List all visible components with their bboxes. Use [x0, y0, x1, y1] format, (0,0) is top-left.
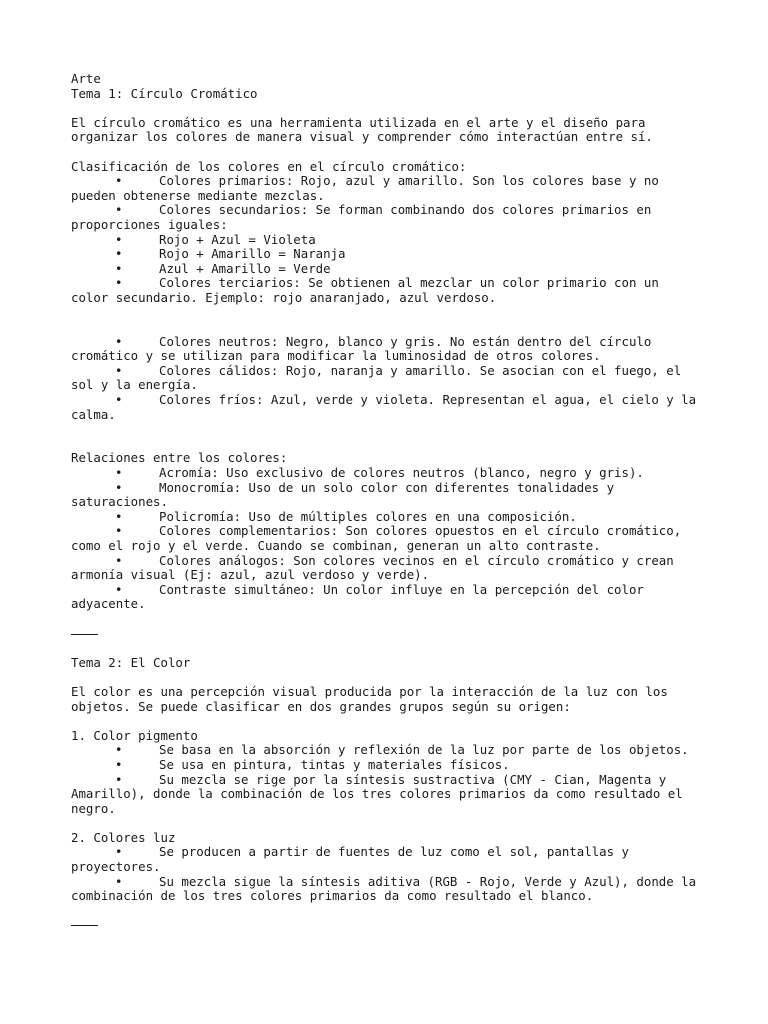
bullet-icon: •: [115, 581, 123, 597]
topic-1-title: Tema 1: Círculo Cromático: [71, 85, 258, 101]
document-page: [71, 72, 701, 933]
list-item: • Colores primarios: Rojo, azul y amarillo. Son los colores base y no pueden obtenerse mediante mezclas.: [71, 173, 659, 203]
list-item: • Su mezcla sigue la síntesis aditiva (RGB - Rojo, Verde y Azul), donde la combinación de los tres colores primarios da como resultado el blanco.: [71, 873, 697, 904]
bullet-icon: •: [115, 246, 123, 262]
classification-heading: Clasificación de los colores en el círculo cromático:: [71, 158, 467, 174]
list-item: • Se usa en pintura, tintas y materiales físicos.: [115, 756, 510, 772]
list-item: • Se basa en la absorción y reflexión de la luz por parte de los objetos.: [115, 742, 689, 758]
list-item: • Policromía: Uso de múltiples colores en una composición.: [115, 508, 577, 524]
section-divider: [71, 634, 98, 642]
bullet-icon: •: [115, 333, 123, 349]
topic-2-title: Tema 2: El Color: [71, 654, 191, 670]
list-item: • Rojo + Azul = Violeta: [115, 231, 316, 247]
list-item: • Su mezcla se rige por la síntesis sustractiva (CMY - Cian, Magenta y Amarillo), donde la combinación de los tres colores primarios da como resultado el negro.: [71, 771, 683, 816]
topic-1-intro: El círculo cromático es una herramienta utilizada en el arte y el diseño para organizar los colores de manera visual y comprender cómo interactúan entre sí.: [71, 114, 653, 145]
bullet-icon: •: [115, 465, 123, 481]
section-divider: [71, 925, 98, 933]
group-1-heading: 1. Color pigmento: [71, 727, 198, 743]
list-item: • Acromía: Uso exclusivo de colores neutros (blanco, negro y gris).: [115, 465, 644, 481]
bullet-icon: •: [115, 231, 123, 247]
bullet-icon: •: [115, 756, 123, 772]
bullet-icon: •: [115, 275, 123, 291]
bullet-icon: •: [115, 392, 123, 408]
bullet-icon: •: [115, 844, 123, 860]
bullet-icon: •: [115, 742, 123, 758]
bullet-icon: •: [115, 552, 123, 568]
list-item: • Colores fríos: Azul, verde y violeta. Representan el agua, el cielo y la calma.: [71, 392, 697, 422]
bullet-icon: •: [115, 771, 123, 787]
list-item: • Colores cálidos: Rojo, naranja y amarillo. Se asocian con el fuego, el sol y la energía.: [71, 362, 682, 393]
list-item: • Colores terciarios: Se obtienen al mezclar un color primario con un color secundario. Ejemplo: rojo anaranjado, azul verdoso.: [71, 275, 659, 305]
bullet-icon: •: [115, 260, 123, 276]
list-item: • Contraste simultáneo: Un color influye en la percepción del color adyacente.: [71, 581, 644, 612]
list-item: • Se producen a partir de fuentes de luz como el sol, pantallas y proyectores.: [71, 844, 629, 875]
bullet-icon: •: [115, 173, 123, 189]
group-2-heading: 2. Colores luz: [71, 829, 176, 845]
list-item: • Colores neutros: Negro, blanco y gris. No están dentro del círculo cromático y se utilizan para modificar la luminosidad de otros colores.: [71, 333, 652, 364]
bullet-icon: •: [115, 362, 123, 378]
list-item: • Colores complementarios: Son colores opuestos en el círculo cromático, como el rojo y el verde. Cuando se combinan, generan un alto contraste.: [71, 523, 682, 553]
list-item: • Azul + Amarillo = Verde: [115, 260, 331, 276]
bullet-icon: •: [115, 873, 123, 889]
list-item: • Colores secundarios: Se forman combinando dos colores primarios en proporciones iguales:: [71, 202, 652, 232]
relations-heading: Relaciones entre los colores:: [71, 450, 288, 466]
bullet-icon: •: [115, 508, 123, 524]
bullet-icon: •: [115, 523, 123, 539]
list-item: • Colores análogos: Son colores vecinos en el círculo cromático y crean armonía visual (Ej: azul, azul verdoso y verde).: [71, 552, 674, 583]
topic-2-intro: El color es una percepción visual producida por la interacción de la luz con los objetos. Se puede clasificar en dos grandes grupos según su origen:: [71, 683, 668, 714]
list-item: • Monocromía: Uso de un solo color con diferentes tonalidades y saturaciones.: [71, 479, 615, 510]
bullet-icon: •: [115, 479, 123, 495]
list-item: • Rojo + Amarillo = Naranja: [115, 246, 346, 262]
subject-label: Arte: [71, 71, 101, 86]
bullet-icon: •: [115, 202, 123, 218]
